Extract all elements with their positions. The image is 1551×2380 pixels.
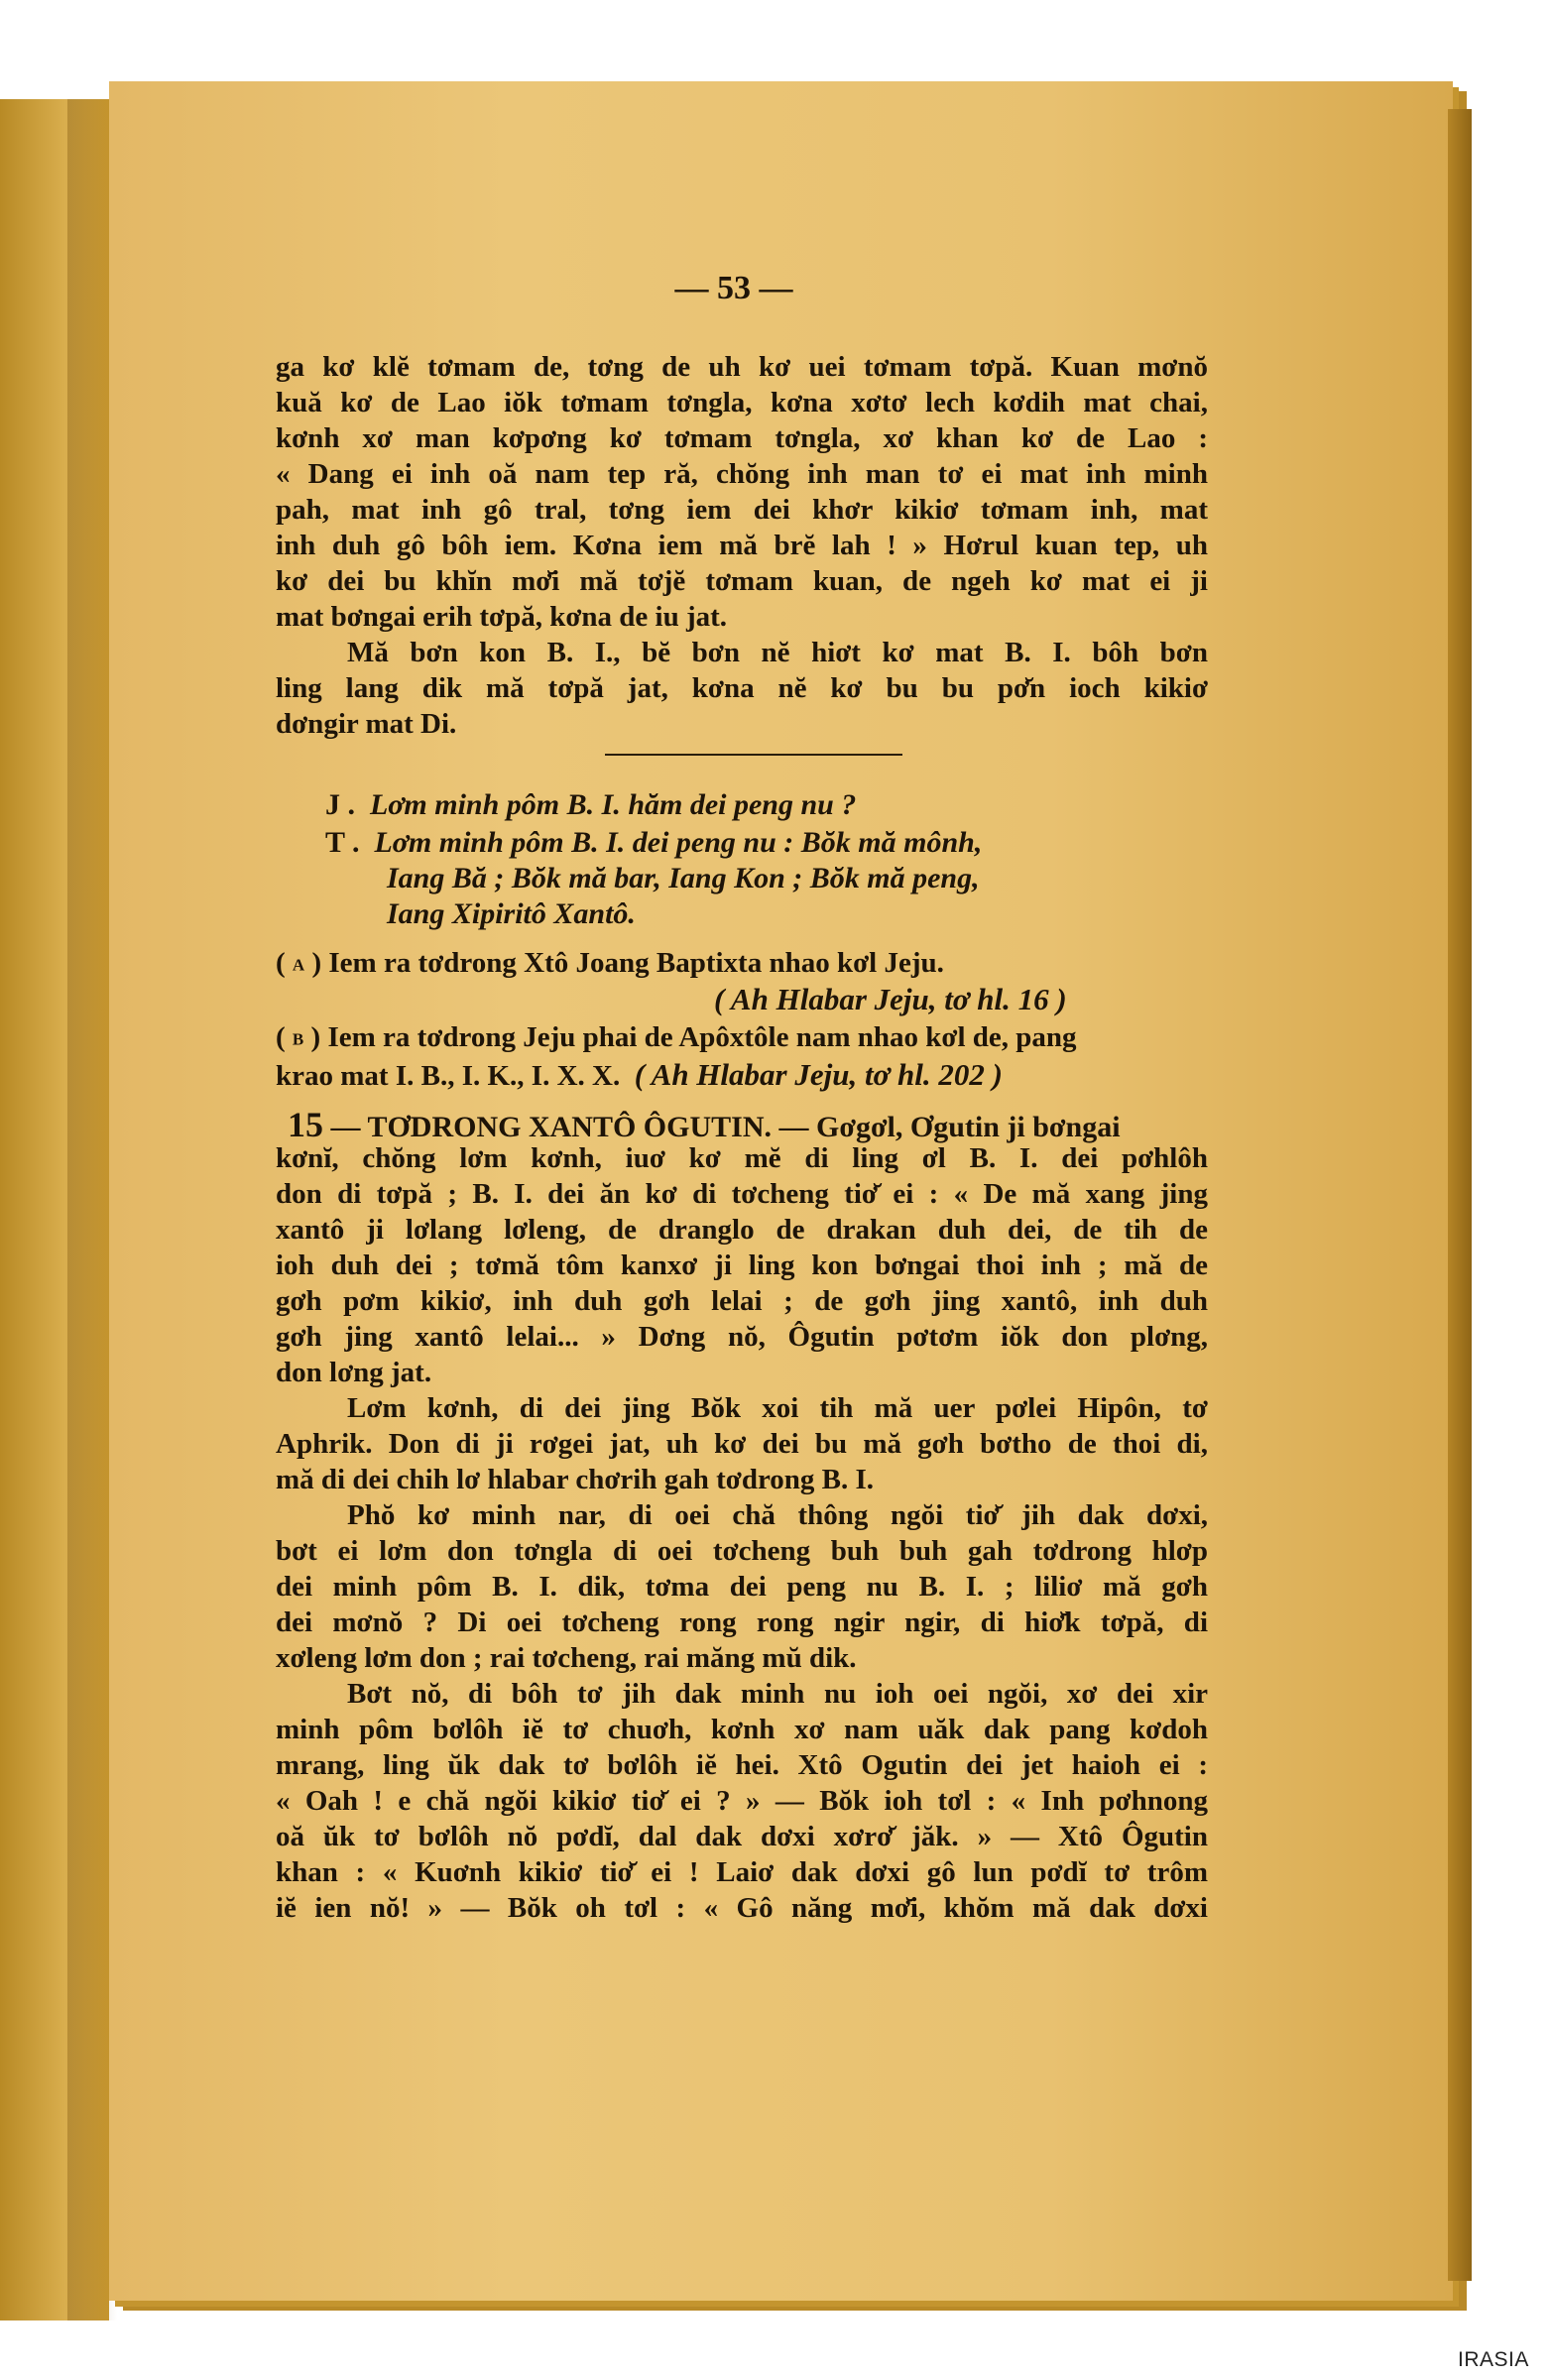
answer-line: Iang Xipiritô Xantô. bbox=[387, 897, 636, 930]
text-line: dơngir mat Di. bbox=[276, 708, 457, 740]
text-line: Phŏ kơ minh nar, di oei chă thông ngŏi tiơ̆ jih dak dơxi, bbox=[347, 1499, 1208, 1531]
text-line: don lơng jat. bbox=[276, 1357, 432, 1388]
page-number: — 53 — bbox=[674, 270, 793, 306]
note-a-text: Iem ra tơdrong Xtô Joang Baptixta nhao kơl Jeju. bbox=[328, 947, 944, 979]
note-b-reference: ( Ah Hlabar Jeju, tơ hl. 202 ) bbox=[634, 1057, 1003, 1092]
text-line: dei mơnŏ ? Di oei tơcheng rong rong ngir ngir, di hiơ̆k tơpă, di bbox=[276, 1606, 1208, 1638]
text-line: ling lang dik mă tơpă jat, kơna nĕ kơ bu bu pơ̆n ioch kikiơ bbox=[276, 672, 1208, 704]
paragraph-1 bbox=[276, 349, 1208, 635]
text-line: minh pôm bơlôh iĕ tơ chuơh, kơnh xơ nam uăk dak pang kơdoh bbox=[276, 1714, 1208, 1745]
text-line: dei minh pôm B. I. dik, tơma dei peng nu B. I. ; liliơ mă gơh bbox=[276, 1571, 1208, 1603]
paragraph-6 bbox=[276, 1676, 1208, 1926]
note-a-reference: ( Ah Hlabar Jeju, tơ hl. 16 ) bbox=[714, 982, 1067, 1016]
note-a-marker: A bbox=[292, 955, 305, 975]
text-line: kơnĭ, chŏng lơm kơnh, iuơ kơ mĕ di ling ơl B. I. dei pơhlôh bbox=[276, 1142, 1208, 1174]
text-line: Aphrik. Don di ji rơgei jat, uh kơ dei bu mă gơh bơtho de thoi di, bbox=[276, 1428, 1208, 1460]
text-line: « Dang ei inh oă nam tep ră, chŏng inh man tơ ei mat inh minh bbox=[276, 458, 1208, 490]
text-line: Lơm kơnh, di dei jing Bŏk xoi tih mă uer pơlei Hipôn, tơ bbox=[347, 1392, 1208, 1424]
text-line: ioh duh dei ; tơmă tôm kanxơ ji ling kon bơngai thoi inh ; mă de bbox=[276, 1250, 1208, 1281]
text-line: khan : « Kuơnh kikiơ tiơ̆ ei ! Laiơ dak dơxi gô lun pơdĭ tơ trôm bbox=[276, 1856, 1208, 1888]
page-stack-edge bbox=[1448, 109, 1472, 2281]
section-number: 15 bbox=[288, 1105, 323, 1144]
note-b-text: Iem ra tơdrong Jeju phai de Apôxtôle nam nhao kơl de, pang bbox=[327, 1021, 1077, 1053]
page-text-block bbox=[276, 349, 1208, 742]
paragraph-4 bbox=[276, 1390, 1208, 1497]
text-line: bơt ei lơm don tơngla di oei tơcheng buh buh gah tơdrong hlơp bbox=[276, 1535, 1208, 1567]
paragraph-2 bbox=[276, 635, 1208, 742]
note-a: ( A ) Iem ra tơdrong Xtô Joang Baptixta nhao kơl Jeju. bbox=[276, 947, 944, 979]
text-line: xơleng lơm don ; rai tơcheng, rai măng mŭ dik. bbox=[276, 1642, 857, 1674]
section-heading-line bbox=[288, 1104, 1121, 1145]
paragraph-5 bbox=[276, 1497, 1208, 1676]
section-heading: — TƠDRONG XANTÔ ÔGUTIN. bbox=[330, 1111, 772, 1143]
question-text: Lơm minh pôm B. I. hăm dei peng nu ? bbox=[370, 788, 857, 821]
text-line: mă di dei chih lơ hlabar chơrih gah tơdrong B. I. bbox=[276, 1464, 875, 1495]
answer-line: Lơm minh pôm B. I. dei peng nu : Bŏk mă mônh, bbox=[374, 826, 983, 859]
section-divider bbox=[605, 754, 902, 756]
note-b-line2 bbox=[276, 1057, 1003, 1093]
text-line: kơ dei bu khĭn mơ̆i mă tơjĕ tơmam kuan, de ngeh kơ mat ei ji bbox=[276, 565, 1208, 597]
section-intro: — Gơgơl, Ơgutin ji bơngai bbox=[778, 1111, 1121, 1143]
text-line: gơh pơm kikiơ, inh duh gơh lelai ; de gơh jing xantô, inh duh bbox=[276, 1285, 1208, 1317]
note-b-marker: B bbox=[292, 1029, 304, 1049]
text-line: inh duh gô bôh iem. Kơna iem mă brĕ lah ! » Hơrul kuan tep, uh bbox=[276, 530, 1208, 561]
text-line: don di tơpă ; B. I. dei ăn kơ di tơcheng tiơ̆ ei : « De mă xang jing bbox=[276, 1178, 1208, 1210]
text-line: « Oah ! e chă ngŏi kikiơ tiơ̆ ei ? » — Bŏk ioh tơl : « Inh pơhnong bbox=[276, 1785, 1208, 1817]
text-line: mrang, ling ŭk dak tơ bơlôh iĕ hei. Xtô Ogutin dei jet haioh ei : bbox=[276, 1749, 1208, 1781]
catechism-answer bbox=[325, 825, 982, 932]
text-line: pah, mat inh gô tral, tơng iem dei khơr kikiơ tơmam inh, mat bbox=[276, 494, 1208, 526]
answer-line: Iang Bă ; Bŏk mă bar, Iang Kon ; Bŏk mă peng, bbox=[387, 862, 980, 894]
text-line: mat bơngai erih tơpă, kơna de iu jat. bbox=[276, 601, 728, 633]
catechism-question bbox=[325, 788, 856, 822]
text-line: ga kơ klĕ tơmam de, tơng de uh kơ uei tơmam tơpă. Kuan mơnŏ bbox=[276, 351, 1208, 383]
section-body bbox=[276, 1140, 1208, 1926]
paragraph-3 bbox=[276, 1140, 1208, 1390]
answer-label: T . bbox=[325, 826, 360, 859]
text-line: xantô ji lơlang lơleng, de dranglo de drakan duh dei, de tih de bbox=[276, 1214, 1208, 1246]
question-label: J . bbox=[325, 788, 355, 821]
note-b-text2: krao mat I. B., I. K., I. X. X. bbox=[276, 1060, 621, 1092]
text-line: gơh jing xantô lelai... » Dơng nŏ, Ôgutin pơtơm iŏk don plơng, bbox=[276, 1321, 1208, 1353]
text-line: oă ŭk tơ bơlôh nŏ pơdĭ, dal dak dơxi xơrơ̆ jăk. » — Xtô Ôgutin bbox=[276, 1821, 1208, 1852]
text-line: kuă kơ de Lao iŏk tơmam tơngla, kơna xơtơ lech kơdih mat chai, bbox=[276, 387, 1208, 418]
text-line: Mă bơn kon B. I., bĕ bơn nĕ hiơt kơ mat B. I. bôh bơn bbox=[347, 637, 1208, 668]
text-line: Bơt nŏ, di bôh tơ jih dak minh nu ioh oei ngŏi, xơ dei xir bbox=[347, 1678, 1208, 1710]
text-line: kơnh xơ man kơpơng kơ tơmam tơngla, xơ khan kơ de Lao : bbox=[276, 422, 1208, 454]
archive-watermark: IRASIA bbox=[1458, 2348, 1529, 2371]
text-line: iĕ ien nŏ! » — Bŏk oh tơl : « Gô năng mơ̆i, khŏm mă dak dơxi bbox=[276, 1892, 1208, 1924]
note-b: ( B ) Iem ra tơdrong Jeju phai de Apôxtôle nam nhao kơl de, pang bbox=[276, 1021, 1077, 1053]
